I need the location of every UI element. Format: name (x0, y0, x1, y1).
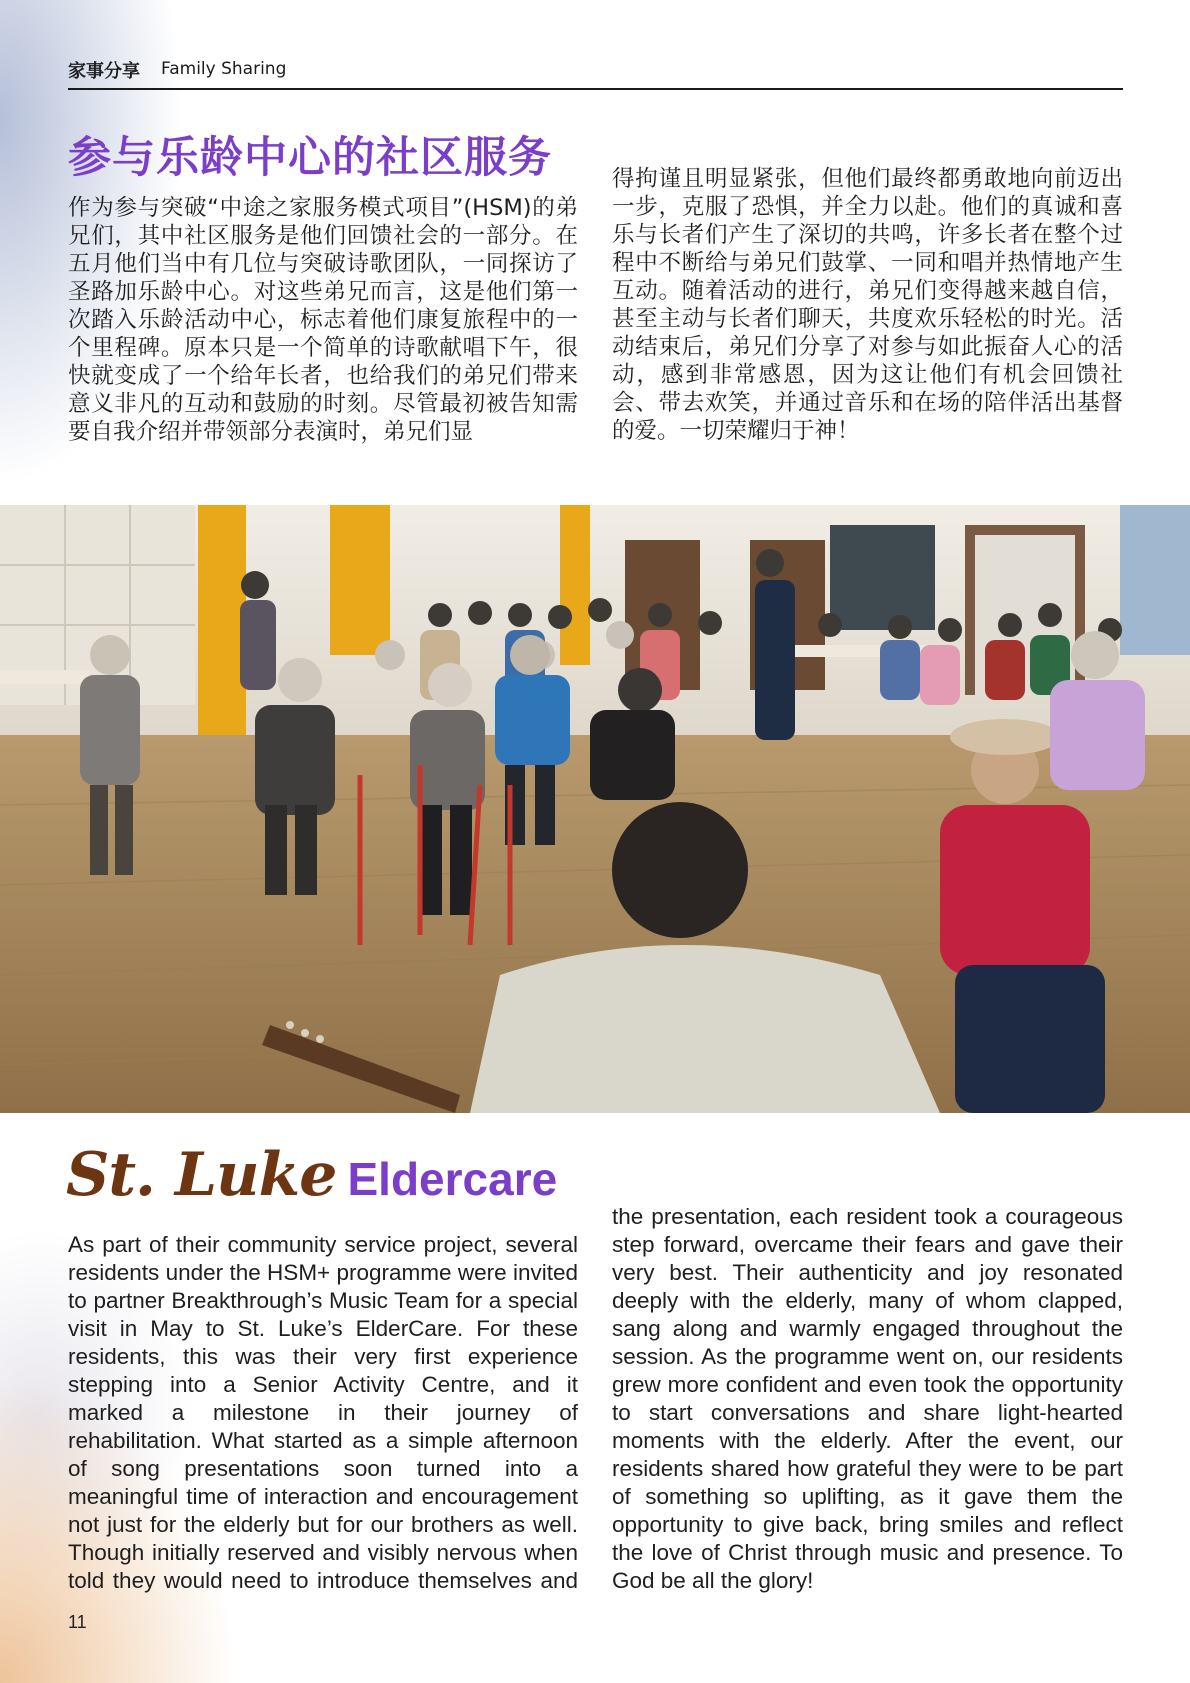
english-article-title (66, 1140, 557, 1210)
page-number: 11 (68, 1612, 87, 1632)
seniors-gathering-photo (0, 505, 1190, 1113)
section-label-cn: 家事分享 (68, 61, 140, 82)
english-article-column-left: As part of their community service project, several residents under the HSM+ programme were invited to partner Breakthrough’s Music Team for a special visit in May to St. Luke’s ElderCare. For these residents, this was their very first experience stepping into a Senior Activity Centre, and it marked a milestone in their journey of rehabilitation. What started as a simple afternoon of song presentations soon turned into a meaningful time of interaction and encouragement not just for the elderly but for our brothers as well. Though initially reserved and visibly nervous when told they would need to introduce themselves and (68, 1232, 578, 1593)
chinese-article-column-right: 得拘谨且明显紧张，但他们最终都勇敢地向前迈出一步，克服了恐惧，并全力以赴。他们的真诚和喜乐与长者们产生了深切的共鸣，许多长者在整个过程中不断给与弟兄们鼓掌、一同和唱并热情地产生互动。随着活动的进行，弟兄们变得越来越自信，甚至主动与长者们聊天，共度欢乐轻松的时光。活动结束后，弟兄们分享了对参与如此振奋人心的活动，感到非常感恩，因为这让他们有机会回馈社会、带去欢笑，并通过音乐和在场的陪伴活出基督的爱。一切荣耀归于神！ (612, 166, 1123, 444)
chinese-article-column-left: 作为参与突破“中途之家服务模式项目”(HSM)的弟兄们，其中社区服务是他们回馈社会的一部分。在五月他们当中有几位与突破诗歌团队，一同探访了圣路加乐龄中心。对这些弟兄而言，这是他们第一次踏入乐龄活动中心，标志着他们康复旅程中的一个里程碑。原本只是一个简单的诗歌献唱下午，很快就变成了一个给年长者，也给我们的弟兄们带来意义非凡的互动和鼓励的时刻。尽管最初被告知需要自我介绍并带领部分表演时，弟兄们显 (68, 195, 578, 445)
chinese-article-title: 参与乐龄中心的社区服务 (68, 133, 552, 183)
section-label-en: Family Sharing (161, 59, 287, 79)
title-eldercare: Eldercare (347, 1153, 558, 1205)
english-article-column-right: the presentation, each resident took a courageous step forward, overcame their fears and gave their very best. Their authenticity and joy resonated deeply with the elderly, many of whom clapped, sang along and warmly engaged throughout the session. As the programme went on, our residents grew more confident and even took the opportunity to start conversations and share light-hearted moments with the elderly. After the event, our residents shared how grateful they were to be part of something so uplifting, as it gave them the opportunity to give back, bring smiles and reflect the love of Christ through music and presence. To God be all the glory! (612, 1204, 1123, 1593)
section-header (68, 54, 1123, 90)
title-script-st-luke: St. Luke (66, 1140, 337, 1210)
